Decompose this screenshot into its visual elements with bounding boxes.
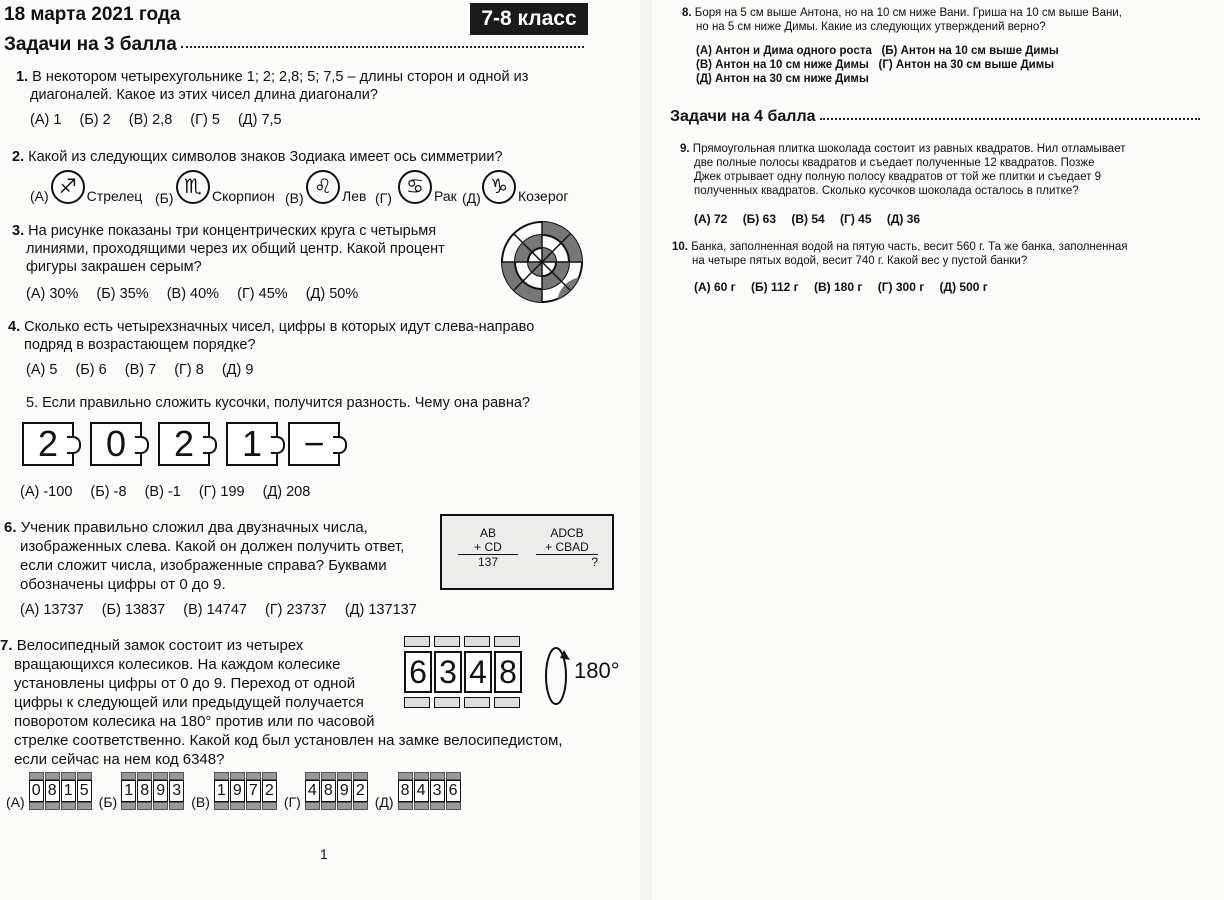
sagittarius-icon: ♐	[51, 170, 85, 204]
option[interactable]: (Б) Антон на 10 см выше Димы	[881, 45, 1059, 57]
option[interactable]: (А) 60 г	[694, 280, 736, 294]
question-text: изображенных слева. Какой он должен получить ответ,	[20, 538, 405, 555]
q2-option-b[interactable]	[176, 170, 275, 204]
question-text: Боря на 5 см выше Антона, но на 10 см ниже Вани. Гриша на 10 см выше Вани,	[694, 7, 1122, 19]
puzzle-digit: 2	[173, 423, 195, 464]
question-7-cont	[14, 731, 614, 769]
lock-digit: 9	[337, 780, 352, 802]
question-text: фигуры закрашен серым?	[26, 259, 202, 275]
question-text: если сложит числа, изображенные справа? Буквами	[20, 557, 387, 574]
left-sum	[458, 526, 518, 569]
lock-digit: 1	[61, 780, 76, 802]
option[interactable]: (А) 5	[26, 362, 58, 378]
option[interactable]: (Г) 45%	[237, 286, 288, 302]
puzzle-digit: 0	[105, 423, 127, 464]
section-title: Задачи на 4 балла	[670, 108, 816, 125]
lock-digit: 0	[29, 780, 44, 802]
question-9	[680, 142, 1210, 198]
puzzle-piece	[288, 422, 340, 466]
option[interactable]: (Б) 112 г	[751, 280, 799, 294]
addend: AB	[479, 526, 496, 540]
option[interactable]: (А) -100	[20, 484, 73, 500]
lock-digit: 4	[464, 651, 492, 693]
question-8	[682, 6, 1212, 34]
question-text: диагоналей. Какое из этих чисел длина диагонали?	[30, 87, 378, 103]
option[interactable]: (В) -1	[144, 484, 181, 500]
dotted-leader	[820, 118, 1200, 120]
question-text: цифры к следующей или предыдущей получается	[14, 694, 364, 711]
question-text: На рисунке показаны три концентрических круга с четырьмя	[28, 223, 437, 239]
option[interactable]: (Д) 500 г	[939, 280, 988, 294]
option[interactable]: (Б) 6	[75, 362, 107, 378]
option[interactable]: (В) 40%	[166, 286, 220, 302]
puzzle-digit: 1	[241, 423, 263, 464]
option-label: (В)	[191, 794, 210, 810]
question-number: 6.	[4, 519, 17, 536]
question-text: две полные полосы квадратов и съедает полученные 12 квадратов. Позже	[694, 157, 1095, 169]
q9-options	[694, 212, 932, 226]
q6-options	[20, 602, 431, 618]
option-label: (Д)	[462, 190, 481, 206]
lock-digit: 7	[246, 780, 261, 802]
right-sum	[536, 526, 598, 569]
option[interactable]: (В) 180 г	[814, 280, 863, 294]
lock-digit: 6	[446, 780, 461, 802]
cancer-icon: ♋	[398, 170, 432, 204]
q4-options	[26, 362, 267, 378]
lock-digit: 9	[230, 780, 245, 802]
option[interactable]: (В) 2,8	[128, 112, 173, 128]
addend: + CBAD	[536, 540, 598, 555]
section-3-points	[4, 34, 584, 56]
question-number: 10.	[672, 241, 688, 253]
lock-digit: 3	[434, 651, 462, 693]
puzzle-piece	[226, 422, 278, 466]
question-text: Сколько есть четырехзначных чисел, цифры в которых идут слева-направо	[24, 319, 535, 335]
q10-options	[694, 280, 1000, 294]
lock-option-g[interactable]	[305, 772, 369, 810]
addend: + CD	[458, 540, 518, 555]
option-label: (Д)	[374, 794, 394, 810]
q2-option-g[interactable]	[398, 170, 457, 204]
question-number: 2.	[12, 149, 25, 165]
option[interactable]: (В) 54	[791, 212, 825, 226]
section-title: Задачи на 3 балла	[4, 34, 177, 55]
option[interactable]: (Б) 13837	[101, 602, 166, 618]
q2-option-v[interactable]	[306, 170, 366, 204]
option[interactable]: (В) 14747	[183, 602, 247, 618]
question-number: 7.	[0, 637, 13, 654]
lock-digit: 8	[398, 780, 413, 802]
option-label: (Б)	[98, 794, 118, 810]
option-label: (Г)	[283, 794, 301, 810]
question-text: В некотором четырехугольнике 1; 2; 2,8; 5; 7,5 – длины сторон и одной из	[32, 69, 529, 85]
option[interactable]: (В) 7	[124, 362, 157, 378]
option-name: Скорпион	[212, 188, 275, 204]
question-text: подряд в возрастающем порядке?	[24, 337, 256, 353]
question-text: вращающихся колесиков. На каждом колесике	[14, 656, 341, 673]
option[interactable]: (Г) Антон на 30 см выше Димы	[878, 59, 1055, 71]
question-text: Прямоугольная плитка шоколада состоит из равных квадратов. Нил отламывает	[692, 143, 1126, 155]
option[interactable]: (Г) 23737	[265, 602, 327, 618]
lock-digit: 5	[77, 780, 92, 802]
question-1	[16, 68, 576, 104]
leo-icon: ♌	[306, 170, 340, 204]
option[interactable]: (В) Антон на 10 см ниже Димы	[696, 59, 869, 71]
option[interactable]: (Д) 9	[221, 362, 254, 378]
question-number: 8.	[682, 7, 692, 19]
sum: 137	[477, 555, 499, 569]
addend: ADCB	[550, 526, 584, 540]
option-label: (Б)	[155, 190, 174, 206]
option[interactable]: (Б) 63	[742, 212, 776, 226]
lock-digit: 8	[137, 780, 152, 802]
option[interactable]: (А) Антон и Дима одного роста	[696, 45, 872, 57]
question-text: Банка, заполненная водой на пятую часть, весит 560 г. Та же банка, заполненная	[691, 241, 1128, 253]
question-text: если сейчас на нем код 6348?	[14, 751, 225, 768]
question-number: 1.	[16, 69, 29, 85]
q5-options	[20, 484, 324, 500]
rotation-arrow-icon	[540, 640, 574, 708]
q1-options	[30, 112, 296, 128]
concentric-circles-figure	[500, 220, 584, 304]
q8-options	[696, 44, 1196, 86]
question-text: полученных квадратов. Сколько кусочков шоколада осталось в плитке?	[694, 185, 1079, 197]
lock-option-b[interactable]	[121, 772, 185, 810]
option[interactable]: (Д) 36	[886, 212, 921, 226]
page-number: 1	[320, 846, 328, 862]
question-text: Джек отрывает одну полную полосу квадратов от той же плитки и съедает 9	[694, 171, 1101, 183]
puzzle-digit: −	[303, 423, 325, 464]
option[interactable]: (А) 1	[30, 112, 62, 128]
lock-option-v[interactable]	[214, 772, 278, 810]
option[interactable]: (Г) 199	[198, 484, 245, 500]
question-2	[12, 148, 572, 166]
option-label: (А)	[6, 794, 25, 810]
puzzle-digit: 2	[37, 423, 59, 464]
lock-digit: 1	[121, 780, 136, 802]
lock-digit: 8	[321, 780, 336, 802]
option-label: (Г)	[375, 190, 392, 206]
scorpio-icon: ♏	[176, 170, 210, 204]
lock-digit: 4	[414, 780, 429, 802]
question-number: 9.	[680, 143, 690, 155]
option[interactable]: (Д) 208	[262, 484, 311, 500]
option[interactable]: (А) 72	[694, 212, 728, 226]
lock-digit: 2	[353, 780, 368, 802]
option[interactable]: (Г) 5	[190, 112, 220, 128]
lock-digit: 9	[153, 780, 168, 802]
lock-option-d[interactable]	[398, 772, 462, 810]
q2-option-d[interactable]	[482, 170, 569, 204]
lock-digit: 4	[305, 780, 320, 802]
question-text: стрелке соответственно. Какой код был установлен на замке велосипедистом,	[14, 732, 563, 749]
sum: ?	[591, 555, 598, 569]
question-text: Ученик правильно сложил два двузначных числа,	[20, 519, 368, 536]
dotted-leader	[181, 46, 584, 48]
option[interactable]: (А) 30%	[26, 286, 79, 302]
lock-digit: 8	[45, 780, 60, 802]
capricorn-icon: ♑	[482, 170, 516, 204]
option[interactable]: (А) 13737	[20, 602, 84, 618]
option-name: Стрелец	[86, 188, 143, 204]
lock-digit: 3	[169, 780, 184, 802]
question-text: установлены цифры от 0 до 9. Переход от одной	[14, 675, 356, 692]
question-10	[672, 240, 1217, 268]
option-label: (В)	[285, 190, 304, 206]
option[interactable]: (Г) 300 г	[877, 280, 925, 294]
option[interactable]: (Д) 7,5	[237, 112, 282, 128]
question-5: 5. Если правильно сложить кусочки, получится разность. Чему она равна?	[26, 395, 531, 411]
question-text: Велосипедный замок состоит из четырех	[16, 637, 304, 654]
lock-digit: 1	[214, 780, 229, 802]
angle-label: 180°	[574, 658, 620, 683]
q7-options	[6, 772, 462, 810]
right-page	[652, 0, 1224, 900]
q2-option-a[interactable]	[30, 170, 142, 204]
q3-options	[26, 286, 372, 302]
option-name: Лев	[342, 188, 367, 204]
puzzle-piece	[158, 422, 210, 466]
question-7	[0, 636, 400, 731]
option[interactable]: (Б) 2	[79, 112, 111, 128]
question-text: Какой из следующих символов знаков Зодиака имеет ось симметрии?	[28, 149, 503, 165]
puzzle-piece	[22, 422, 74, 466]
question-text: на четыре пятых водой, весит 740 г. Какой вес у пустой банки?	[692, 255, 1028, 267]
question-4	[8, 318, 578, 354]
question-text: поворотом колесика на 180° против или по часовой	[14, 713, 375, 730]
question-number: 4.	[8, 319, 21, 335]
question-3	[12, 222, 492, 276]
option-name: Козерог	[518, 188, 569, 204]
option[interactable]: (Б) -8	[90, 484, 127, 500]
question-text: но на 5 см ниже Димы. Какие из следующих утверждений верно?	[696, 21, 1046, 33]
lock-option-a[interactable]	[29, 772, 93, 810]
option[interactable]: (Д) 50%	[305, 286, 359, 302]
option-label: (А)	[30, 188, 49, 204]
puzzle-piece	[90, 422, 142, 466]
option[interactable]: (Д) Антон на 30 см ниже Димы	[696, 73, 869, 85]
lock-digit: 3	[430, 780, 445, 802]
lock-digit: 8	[494, 651, 522, 693]
option[interactable]: (Б) 35%	[96, 286, 149, 302]
lock-digit: 2	[262, 780, 277, 802]
question-6	[4, 518, 434, 594]
question-text: обозначены цифры от 0 до 9.	[20, 576, 226, 593]
option[interactable]: (Г) 8	[174, 362, 204, 378]
option[interactable]: (Г) 45	[840, 212, 872, 226]
bike-lock	[404, 636, 524, 708]
option-name: Рак	[434, 188, 457, 204]
question-number: 3.	[12, 223, 25, 239]
addition-box	[440, 514, 614, 590]
option[interactable]: (Д) 137137	[344, 602, 417, 618]
date: 18 марта 2021 года	[4, 4, 181, 25]
question-text: линиями, проходящими через их общий центр. Какой процент	[26, 241, 445, 257]
lock-digit: 6	[404, 651, 432, 693]
section-4-points	[670, 108, 1200, 126]
grade-badge: 7-8 класс	[470, 3, 588, 35]
